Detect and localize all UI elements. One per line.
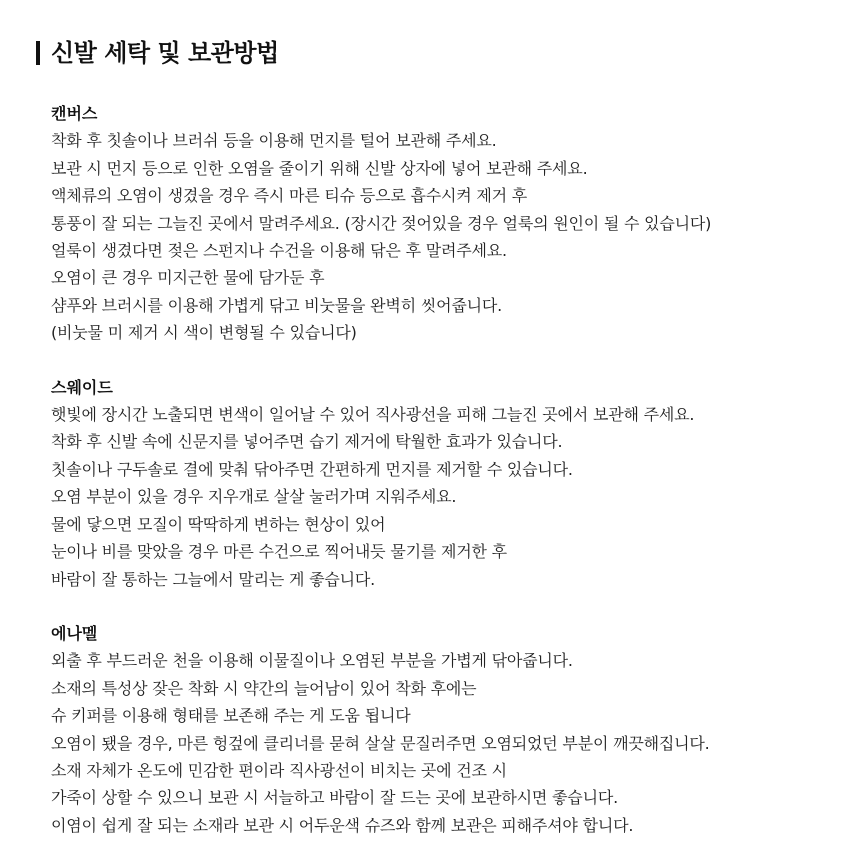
section-line: 샴푸와 브러시를 이용해 가볍게 닦고 비눗물을 완벽히 씻어줍니다. bbox=[51, 295, 503, 315]
section-line: 얼룩이 생겼다면 젖은 스펀지나 수건을 이용해 닦은 후 말려주세요. bbox=[51, 241, 507, 261]
section-line: 칫솔이나 구두솔로 결에 맞춰 닦아주면 간편하게 먼지를 제거할 수 있습니다. bbox=[51, 459, 573, 479]
section-heading-suede: 스웨이드 bbox=[51, 377, 113, 397]
title-row bbox=[36, 38, 279, 68]
care-sections bbox=[51, 100, 841, 866]
section-heading-enamel: 에나멜 bbox=[51, 623, 98, 643]
section-line: (비눗물 미 제거 시 색이 변형될 수 있습니다) bbox=[51, 323, 357, 343]
section-line: 오염이 큰 경우 미지근한 물에 담가둔 후 bbox=[51, 268, 325, 288]
section-line: 오염 부분이 있을 경우 지우개로 살살 눌러가며 지워주세요. bbox=[51, 487, 457, 507]
section-line: 통풍이 잘 되는 그늘진 곳에서 말려주세요. (장시간 젖어있을 경우 얼룩의 원인이 될 수 있습니다) bbox=[51, 213, 712, 233]
page-title: 신발 세탁 및 보관방법 bbox=[51, 39, 279, 67]
section-line: 이염이 쉽게 잘 되는 소재라 보관 시 어두운색 슈즈와 함께 보관은 피해주셔야 합니다. bbox=[51, 815, 634, 835]
section-heading-canvas: 캔버스 bbox=[51, 104, 98, 123]
section-line: 바람이 잘 통하는 그늘에서 말리는 게 좋습니다. bbox=[51, 569, 376, 589]
section-enamel bbox=[51, 620, 841, 839]
title-accent-bar bbox=[36, 41, 40, 65]
section-suede bbox=[51, 374, 841, 593]
section-line: 착화 후 칫솔이나 브러쉬 등을 이용해 먼지를 털어 보관해 주세요. bbox=[51, 131, 497, 151]
section-line: 소재 자체가 온도에 민감한 편이라 직사광선이 비치는 곳에 건조 시 bbox=[51, 760, 507, 780]
section-line: 외출 후 부드러운 천을 이용해 이물질이나 오염된 부분을 가볍게 닦아줍니다. bbox=[51, 651, 573, 671]
section-canvas bbox=[51, 100, 841, 347]
section-line: 가죽이 상할 수 있으니 보관 시 서늘하고 바람이 잘 드는 곳에 보관하시면 좋습니다. bbox=[51, 788, 618, 808]
section-line: 액체류의 오염이 생겼을 경우 즉시 마른 티슈 등으로 흡수시켜 제거 후 bbox=[51, 186, 528, 206]
section-line: 눈이나 비를 맞았을 경우 마른 수건으로 찍어내듯 물기를 제거한 후 bbox=[51, 542, 507, 562]
section-line: 소재의 특성상 잦은 착화 시 약간의 늘어남이 있어 착화 후에는 bbox=[51, 678, 477, 698]
section-line: 햇빛에 장시간 노출되면 변색이 일어날 수 있어 직사광선을 피해 그늘진 곳에서 보관해 주세요. bbox=[51, 405, 695, 425]
section-line: 슈 키퍼를 이용해 형태를 보존해 주는 게 도움 됩니다 bbox=[51, 706, 411, 726]
section-line: 물에 닿으면 모질이 딱딱하게 변하는 현상이 있어 bbox=[51, 514, 386, 534]
section-line: 오염이 됐을 경우, 마른 헝겊에 클리너를 묻혀 살살 문질러주면 오염되었던 부분이 깨끗해집니다. bbox=[51, 733, 710, 753]
section-line: 착화 후 신발 속에 신문지를 넣어주면 습기 제거에 탁월한 효과가 있습니다. bbox=[51, 432, 563, 452]
section-line: 보관 시 먼지 등으로 인한 오염을 줄이기 위해 신발 상자에 넣어 보관해 주세요. bbox=[51, 158, 588, 178]
